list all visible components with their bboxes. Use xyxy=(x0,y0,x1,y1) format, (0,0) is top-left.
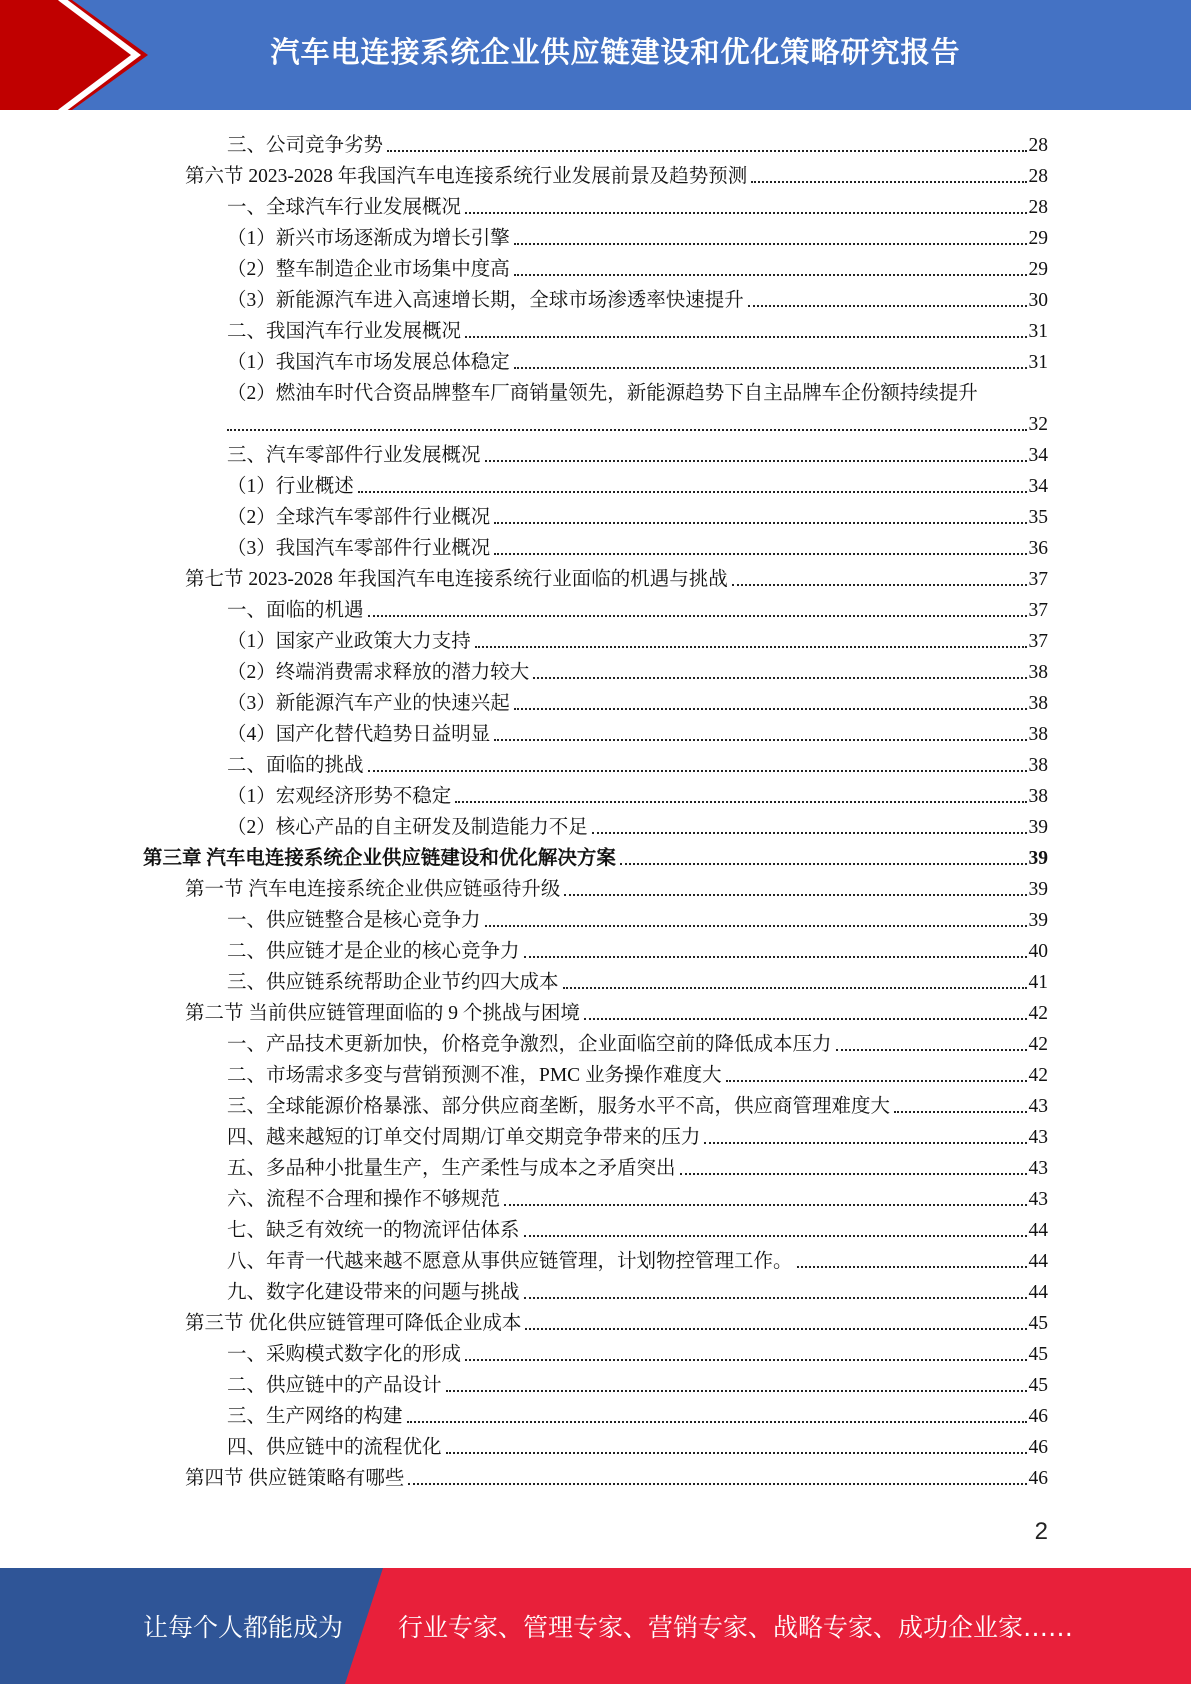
toc-entry[interactable] xyxy=(227,809,1048,840)
toc-entry-page: 37 xyxy=(1028,631,1048,652)
toc-dot-leader xyxy=(894,1111,1026,1113)
toc-dot-leader xyxy=(680,1173,1027,1175)
toc-entry-page: 29 xyxy=(1028,228,1048,249)
toc-entry[interactable] xyxy=(185,871,1048,902)
toc-entry-page: 36 xyxy=(1028,538,1048,559)
toc-entry-page: 45 xyxy=(1028,1313,1048,1334)
toc-entry[interactable] xyxy=(227,1429,1048,1460)
toc-dot-leader xyxy=(563,987,1027,989)
page-number: 2 xyxy=(1034,1518,1048,1545)
toc-dot-leader xyxy=(368,615,1027,617)
toc-entry-page: 31 xyxy=(1028,352,1048,373)
toc-entry-page: 44 xyxy=(1028,1220,1048,1241)
toc-entry[interactable] xyxy=(227,964,1048,995)
toc-entry-page: 38 xyxy=(1028,693,1048,714)
toc-entry[interactable] xyxy=(227,468,1048,499)
footer-banner xyxy=(0,1568,1191,1684)
toc-entry[interactable] xyxy=(227,1057,1048,1088)
toc-dot-leader xyxy=(465,1359,1026,1361)
toc-entry-page: 32 xyxy=(1028,414,1048,435)
toc-entry-label: 第三章 汽车电连接系统企业供应链建设和优化解决方案 xyxy=(143,848,616,869)
toc-entry[interactable] xyxy=(227,1181,1048,1212)
toc-entry-label: 一、采购模式数字化的形成 xyxy=(227,1344,462,1365)
toc-dot-leader xyxy=(836,1049,1027,1051)
toc-entry[interactable] xyxy=(227,1336,1048,1367)
toc-entry[interactable] xyxy=(227,1212,1048,1243)
toc-entry[interactable] xyxy=(227,685,1048,716)
toc-entry-page: 46 xyxy=(1028,1468,1048,1489)
toc-dot-leader xyxy=(592,832,1027,834)
toc-entry-label: 一、产品技术更新加快，价格竞争激烈，企业面临空前的降低成本压力 xyxy=(227,1034,832,1055)
toc-dot-leader xyxy=(368,770,1027,772)
toc-entry[interactable] xyxy=(185,995,1048,1026)
toc-entry-page: 43 xyxy=(1028,1096,1048,1117)
toc-entry-label: 三、生产网络的构建 xyxy=(227,1406,403,1427)
toc-dot-leader xyxy=(446,1452,1027,1454)
toc-dot-leader xyxy=(465,336,1026,338)
toc-entry-page: 42 xyxy=(1028,1034,1048,1055)
toc-dot-leader xyxy=(524,956,1027,958)
toc-entry-label: 第七节 2023-2028 年我国汽车电连接系统行业面临的机遇与挑战 xyxy=(185,569,728,590)
toc-entry[interactable] xyxy=(227,592,1048,623)
toc-entry[interactable] xyxy=(227,902,1048,933)
toc-entry-label: （3）新能源汽车产业的快速兴起 xyxy=(227,693,510,714)
toc-entry-page: 37 xyxy=(1028,600,1048,621)
toc-dot-leader xyxy=(514,243,1027,245)
toc-entry-page: 38 xyxy=(1028,786,1048,807)
toc-entry-page: 28 xyxy=(1028,135,1048,156)
toc-entry-page: 38 xyxy=(1028,724,1048,745)
toc-entry-page: 39 xyxy=(1028,879,1048,900)
toc-dot-leader xyxy=(533,677,1026,679)
toc-entry-label: 第六节 2023-2028 年我国汽车电连接系统行业发展前景及趋势预测 xyxy=(185,166,748,187)
toc-entry-label: 第三节 优化供应链管理可降低企业成本 xyxy=(185,1313,522,1334)
toc-entry[interactable] xyxy=(143,840,1048,871)
toc-dot-leader xyxy=(485,460,1027,462)
toc-entry[interactable] xyxy=(227,344,1048,375)
toc-dot-leader xyxy=(514,708,1027,710)
toc-entry-label: （3）新能源汽车进入高速增长期，全球市场渗透率快速提升 xyxy=(227,290,744,311)
toc-entry-page: 43 xyxy=(1028,1189,1048,1210)
toc-entry[interactable] xyxy=(227,716,1048,747)
header-banner xyxy=(0,0,1191,110)
toc-dot-leader xyxy=(748,305,1027,307)
toc-entry-page: 45 xyxy=(1028,1344,1048,1365)
toc-entry-label: 一、面临的机遇 xyxy=(227,600,364,621)
toc-entry-page: 39 xyxy=(1028,910,1048,931)
toc-entry-page: 43 xyxy=(1028,1158,1048,1179)
toc-entry[interactable] xyxy=(227,499,1048,530)
toc-dot-leader xyxy=(797,1266,1027,1268)
toc-dot-leader xyxy=(455,801,1026,803)
toc-entry-label: （2）整车制造企业市场集中度高 xyxy=(227,259,510,280)
toc-entry-page: 37 xyxy=(1028,569,1048,590)
toc-dot-leader xyxy=(494,553,1026,555)
toc-dot-leader xyxy=(408,1483,1026,1485)
toc-dot-leader xyxy=(407,1421,1027,1423)
toc-entry-label: 第二节 当前供应链管理面临的 9 个挑战与困境 xyxy=(185,1003,580,1024)
toc-entry[interactable] xyxy=(185,158,1048,189)
toc-entry-label: 二、供应链中的产品设计 xyxy=(227,1375,442,1396)
toc-dot-leader xyxy=(514,274,1027,276)
toc-entry-label: （4）国产化替代趋势日益明显 xyxy=(227,724,491,745)
toc-dot-leader xyxy=(726,1080,1027,1082)
toc-dot-leader xyxy=(620,863,1027,865)
toc-entry-page: 38 xyxy=(1028,755,1048,776)
toc-entry[interactable] xyxy=(227,933,1048,964)
toc-dot-leader xyxy=(358,491,1027,493)
toc-entry-page: 30 xyxy=(1028,290,1048,311)
toc-entry-label: （2）核心产品的自主研发及制造能力不足 xyxy=(227,817,588,838)
toc-entry-label: （2）燃油车时代合资品牌整车厂商销量领先，新能源趋势下自主品牌车企份额持续提升 xyxy=(227,383,978,404)
toc-entry[interactable] xyxy=(227,1119,1048,1150)
toc-entry-page: 34 xyxy=(1028,476,1048,497)
toc-entry-label: 三、汽车零部件行业发展概况 xyxy=(227,445,481,466)
toc-dot-leader xyxy=(732,584,1027,586)
toc-entry[interactable] xyxy=(227,1243,1048,1274)
toc-entry-page: 43 xyxy=(1028,1127,1048,1148)
footer-slogan-right: 行业专家、管理专家、营销专家、战略专家、成功企业家…… xyxy=(398,1613,1074,1642)
toc-entry-label: 四、越来越短的订单交付周期/订单交期竞争带来的压力 xyxy=(227,1127,701,1148)
toc-entry[interactable] xyxy=(227,1274,1048,1305)
toc-entry-page: 42 xyxy=(1028,1065,1048,1086)
toc-entry-page: 39 xyxy=(1028,817,1048,838)
toc-entry-label: （1）新兴市场逐渐成为增长引擎 xyxy=(227,228,510,249)
toc-entry-page: 46 xyxy=(1028,1437,1048,1458)
red-arrow-graphic xyxy=(0,0,150,110)
toc-entry-label: 四、供应链中的流程优化 xyxy=(227,1437,442,1458)
toc-entry[interactable] xyxy=(227,375,1048,437)
toc-entry-page: 34 xyxy=(1028,445,1048,466)
toc-dot-leader xyxy=(584,1018,1027,1020)
toc-entry[interactable] xyxy=(227,282,1048,313)
toc-entry-label: 八、年青一代越来越不愿意从事供应链管理，计划物控管理工作。 xyxy=(227,1251,793,1272)
toc-dot-leader xyxy=(751,181,1026,183)
report-title: 汽车电连接系统企业供应链建设和优化策略研究报告 xyxy=(270,34,961,69)
toc-dot-leader xyxy=(494,739,1026,741)
toc-dot-leader xyxy=(494,522,1026,524)
toc-entry-label: 第一节 汽车电连接系统企业供应链亟待升级 xyxy=(185,879,561,900)
toc-entry-page: 28 xyxy=(1028,197,1048,218)
toc-entry-label: 二、供应链才是企业的核心竞争力 xyxy=(227,941,520,962)
toc-entry[interactable] xyxy=(185,561,1048,592)
toc-entry-label: （2）全球汽车零部件行业概况 xyxy=(227,507,491,528)
toc-entry[interactable] xyxy=(227,623,1048,654)
toc-entry[interactable] xyxy=(227,1150,1048,1181)
toc-dot-leader xyxy=(465,212,1026,214)
toc-entry-label: （3）我国汽车零部件行业概况 xyxy=(227,538,491,559)
toc-entry[interactable] xyxy=(227,437,1048,468)
toc-entry-label: （2）终端消费需求释放的潜力较大 xyxy=(227,662,530,683)
toc-entry[interactable] xyxy=(227,1088,1048,1119)
toc-entry[interactable] xyxy=(227,1026,1048,1057)
toc-entry-label: 七、缺乏有效统一的物流评估体系 xyxy=(227,1220,520,1241)
toc-entry-label: 一、全球汽车行业发展概况 xyxy=(227,197,462,218)
toc-entry[interactable] xyxy=(227,189,1048,220)
toc-dot-leader xyxy=(564,894,1026,896)
toc-entry[interactable] xyxy=(227,778,1048,809)
toc-entry-page: 46 xyxy=(1028,1406,1048,1427)
toc-entry-label: 六、流程不合理和操作不够规范 xyxy=(227,1189,501,1210)
toc-entry[interactable] xyxy=(227,747,1048,778)
toc-entry[interactable] xyxy=(227,313,1048,344)
toc-entry[interactable] xyxy=(185,1460,1048,1491)
toc-dot-leader xyxy=(524,1297,1027,1299)
toc-entry[interactable] xyxy=(227,1398,1048,1429)
toc-entry[interactable] xyxy=(227,530,1048,561)
toc-entry-label: 二、我国汽车行业发展概况 xyxy=(227,321,462,342)
toc-dot-leader xyxy=(485,925,1027,927)
toc-dot-leader xyxy=(475,646,1027,648)
toc-entry-page: 41 xyxy=(1028,972,1048,993)
toc-entry-label: （1）我国汽车市场发展总体稳定 xyxy=(227,352,510,373)
toc-entry-page: 45 xyxy=(1028,1375,1048,1396)
toc-entry-label: 三、全球能源价格暴涨、部分供应商垄断，服务水平不高，供应商管理难度大 xyxy=(227,1096,891,1117)
toc-dot-leader xyxy=(514,367,1027,369)
toc-entry-page: 39 xyxy=(1028,848,1048,869)
toc-entry-label: 三、公司竞争劣势 xyxy=(227,135,384,156)
toc-dot-leader xyxy=(504,1204,1026,1206)
toc-entry-label: 三、供应链系统帮助企业节约四大成本 xyxy=(227,972,559,993)
toc-entry-page: 29 xyxy=(1028,259,1048,280)
toc-dot-leader xyxy=(524,1235,1027,1237)
toc-dot-leader xyxy=(525,1328,1026,1330)
toc-entry[interactable] xyxy=(227,127,1048,158)
toc-dot-leader xyxy=(446,1390,1027,1392)
toc-entry-page: 38 xyxy=(1028,662,1048,683)
toc-entry[interactable] xyxy=(227,1367,1048,1398)
toc-entry[interactable] xyxy=(227,654,1048,685)
toc-entry-label: （1）宏观经济形势不稳定 xyxy=(227,786,452,807)
toc-entry-page: 31 xyxy=(1028,321,1048,342)
toc-entry[interactable] xyxy=(227,220,1048,251)
toc-entry-page: 44 xyxy=(1028,1282,1048,1303)
toc-entry-page: 28 xyxy=(1028,166,1048,187)
toc-entry-page: 44 xyxy=(1028,1251,1048,1272)
toc-entry-label: （1）国家产业政策大力支持 xyxy=(227,631,471,652)
toc-dot-leader xyxy=(227,429,1027,431)
toc-entry-page: 35 xyxy=(1028,507,1048,528)
toc-entry-label: 五、多品种小批量生产，生产柔性与成本之矛盾突出 xyxy=(227,1158,676,1179)
toc-entry-label: 二、市场需求多变与营销预测不准，PMC 业务操作难度大 xyxy=(227,1065,722,1086)
toc-entry-label: 一、供应链整合是核心竞争力 xyxy=(227,910,481,931)
footer-slogan-left: 让每个人都能成为 xyxy=(143,1613,344,1642)
toc-entry-page: 42 xyxy=(1028,1003,1048,1024)
toc-entry[interactable] xyxy=(185,1305,1048,1336)
toc-entry-label: （1）行业概述 xyxy=(227,476,354,497)
toc-entry-label: 二、面临的挑战 xyxy=(227,755,364,776)
toc-dot-leader xyxy=(704,1142,1026,1144)
toc-entry-label: 九、数字化建设带来的问题与挑战 xyxy=(227,1282,520,1303)
toc-entry[interactable] xyxy=(227,251,1048,282)
toc-entry-page: 40 xyxy=(1028,941,1048,962)
toc-dot-leader xyxy=(387,150,1026,152)
toc-entry-label: 第四节 供应链策略有哪些 xyxy=(185,1468,405,1489)
